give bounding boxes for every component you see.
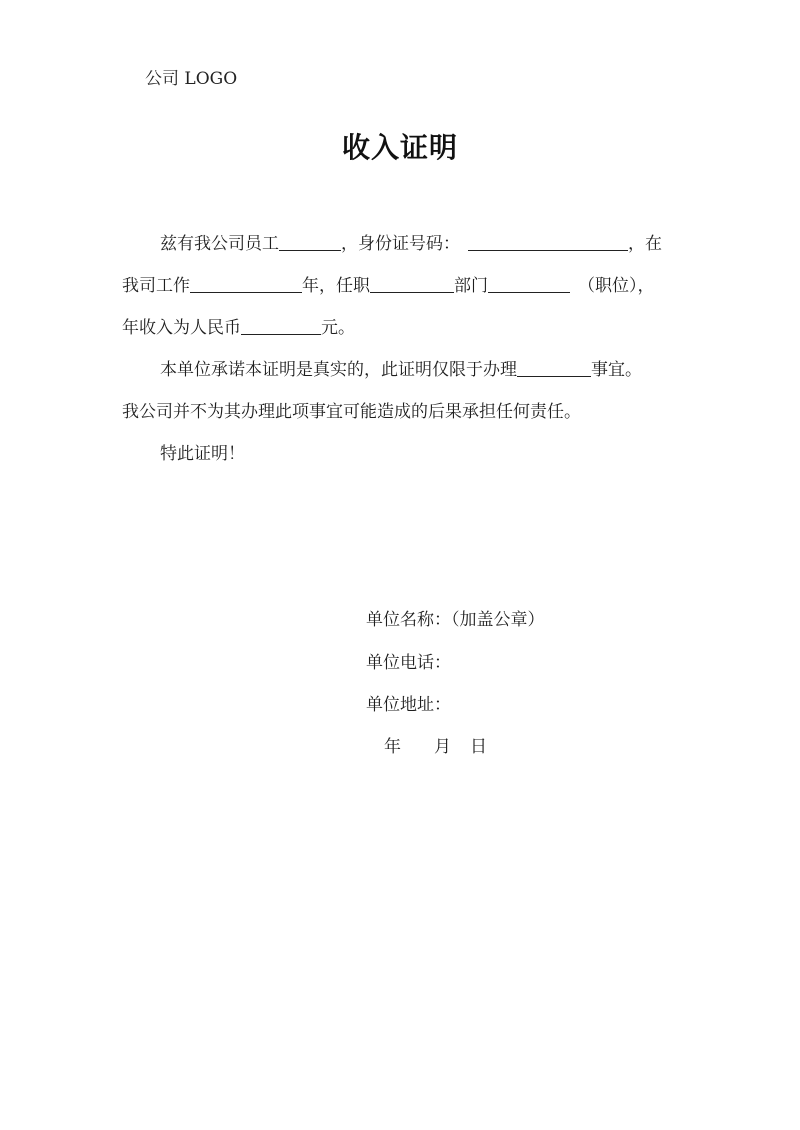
para2-line2 bbox=[122, 399, 581, 425]
position-blank[interactable] bbox=[488, 274, 570, 293]
matter-blank[interactable] bbox=[517, 358, 591, 377]
unit-phone-label: 单位电话： bbox=[366, 653, 451, 673]
para2-text: 事宜。 bbox=[591, 360, 642, 380]
para1-text: （职位）， bbox=[578, 276, 655, 296]
para2-text: 我公司并不为其办理此项事宜可能造成的后果承担任何责任。 bbox=[122, 402, 581, 422]
annual-income-blank[interactable] bbox=[241, 316, 321, 335]
date-day-label: 日 bbox=[470, 737, 487, 757]
company-logo-placeholder: 公司 LOGO bbox=[145, 69, 238, 89]
unit-name-label: 单位名称：（加盖公章） bbox=[366, 610, 545, 630]
department-blank[interactable] bbox=[370, 274, 454, 293]
employee-name-blank[interactable] bbox=[279, 232, 341, 251]
closing-line bbox=[160, 441, 245, 467]
para1-line3 bbox=[122, 315, 355, 341]
para1-line2 bbox=[122, 273, 655, 299]
date-year-label: 年 bbox=[384, 737, 401, 757]
para1-line1 bbox=[160, 231, 662, 257]
id-number-blank[interactable] bbox=[468, 232, 628, 251]
para1-text: 我司工作 bbox=[122, 276, 190, 296]
para2-line1 bbox=[160, 357, 642, 383]
para1-text: 年收入为人民币 bbox=[122, 318, 241, 338]
date-month-label: 月 bbox=[434, 737, 451, 757]
para1-text: 年，任职 bbox=[302, 276, 370, 296]
work-years-blank[interactable] bbox=[190, 274, 302, 293]
para1-text: 部门 bbox=[454, 276, 488, 296]
closing-text: 特此证明！ bbox=[160, 444, 245, 464]
para1-text: 元。 bbox=[321, 318, 355, 338]
para1-text: 兹有我公司员工 bbox=[160, 234, 279, 254]
unit-address-label: 单位地址： bbox=[366, 695, 451, 715]
para2-text: 本单位承诺本证明是真实的，此证明仅限于办理 bbox=[160, 360, 517, 380]
para1-text: ，在 bbox=[628, 234, 662, 254]
page-title: 收入证明 bbox=[341, 131, 458, 164]
para1-text: ，身份证号码： bbox=[341, 234, 460, 254]
